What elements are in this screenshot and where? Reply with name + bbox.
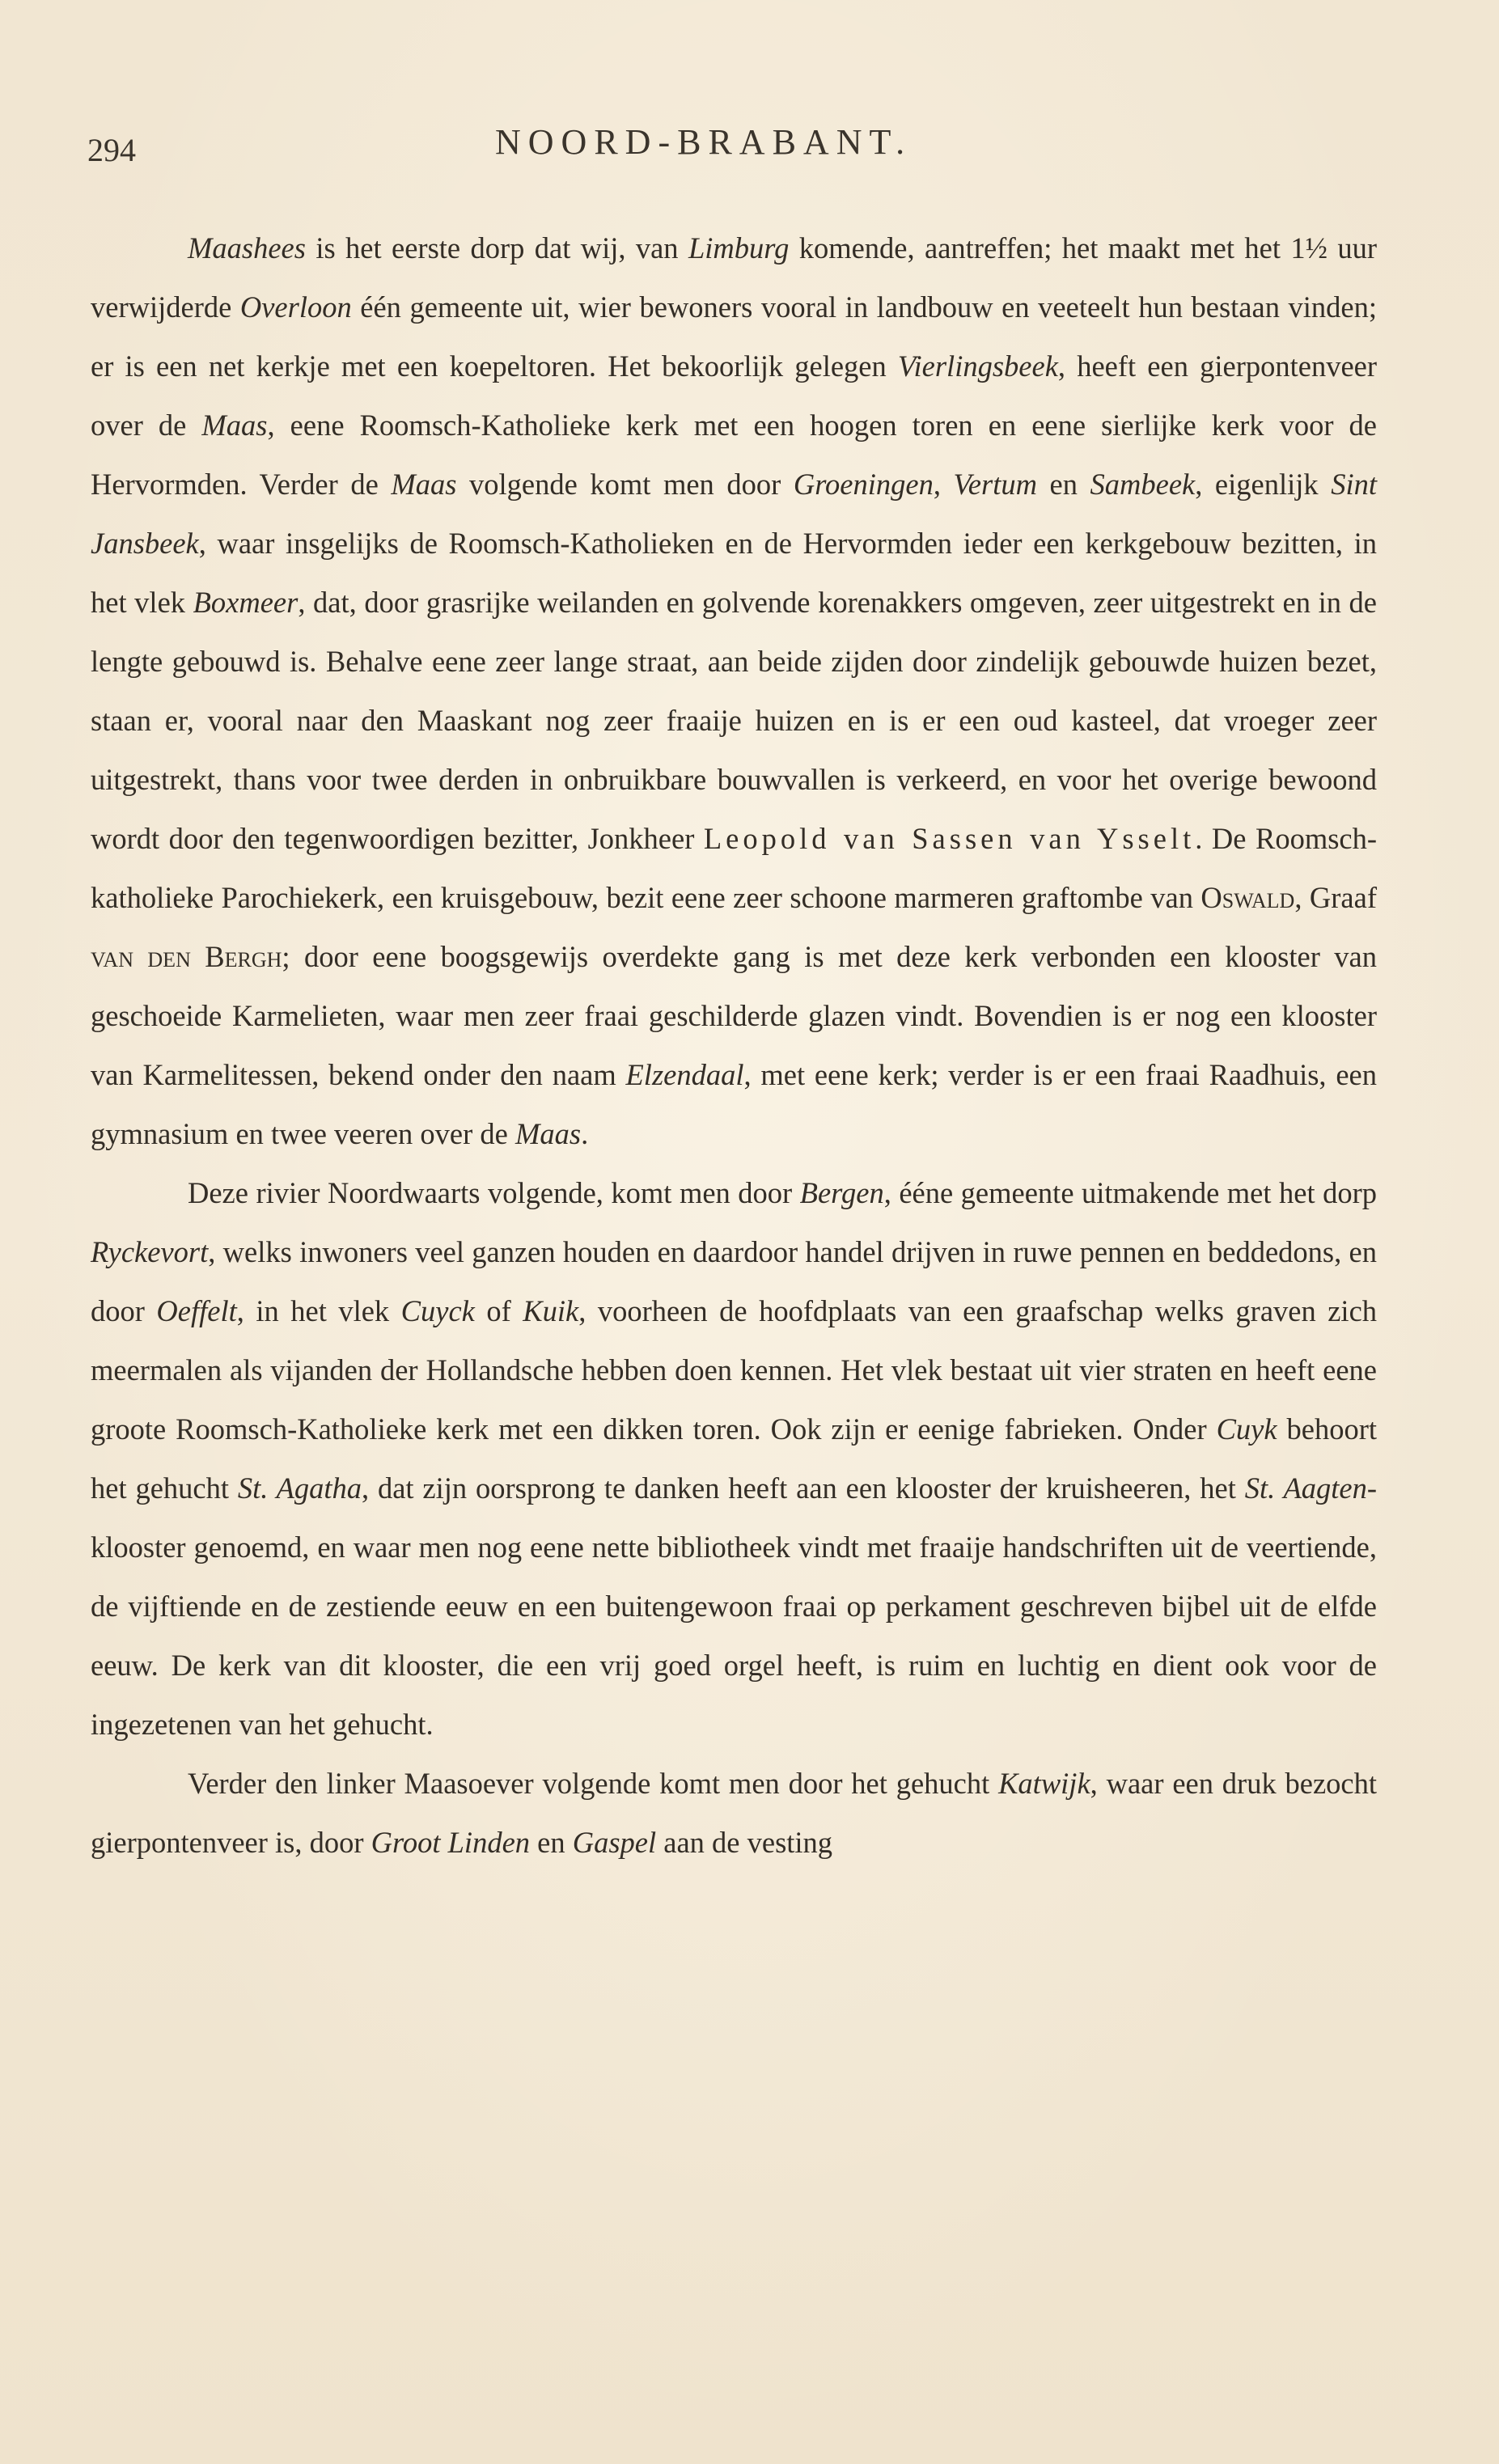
italic-name: Ryckevort — [91, 1235, 209, 1268]
text-run: volgende komt men door — [456, 468, 794, 501]
text-run: en — [1036, 468, 1090, 501]
italic-name: Elzendaal — [625, 1058, 744, 1091]
text-run: , ééne gemeente uitmakende met het dorp — [883, 1176, 1377, 1209]
italic-name: Kuik — [523, 1294, 579, 1327]
italic-name: St. Aagten — [1244, 1471, 1367, 1505]
italic-name: Groot Linden — [371, 1826, 531, 1859]
text-run: , welks inwoners veel ganzen houden en daardoor handel drijven in ruwe pennen en beddedons, en door — [91, 1235, 1377, 1327]
text-run: komende, aantreffen; het maakt met het 1½ uur verwijderde — [91, 231, 1377, 324]
text-run: of — [474, 1294, 523, 1327]
italic-name: Oeffelt — [156, 1294, 237, 1327]
italic-name: Boxmeer — [193, 586, 299, 619]
italic-name: Sint Jansbeek — [91, 468, 1378, 560]
text-run: , dat zijn oorsprong te danken heeft aan een klooster der kruisheeren, het — [362, 1471, 1245, 1505]
page-number: 294 — [87, 132, 136, 168]
italic-name: Bergen — [799, 1176, 884, 1209]
italic-name: Limburg — [688, 231, 790, 265]
text-run: Verder den linker Maasoever volgende komt men door het gehucht — [188, 1767, 999, 1800]
italic-name: St. Agatha — [237, 1471, 362, 1505]
text-run: . De Roomsch-katholieke Parochiekerk, een kruisgebouw, bezit eene zeer schoone marmeren graftombe van — [91, 822, 1378, 914]
paragraph-3 — [91, 1754, 1377, 1872]
text-run: , eigenlijk — [1195, 468, 1332, 501]
paragraph-1 — [91, 218, 1377, 1163]
italic-name: Maas — [201, 409, 268, 442]
text-run: , waar insgelijks de Roomsch-Katholieken en de Hervormden ieder een kerkgebouw bezitten, in het vlek — [91, 527, 1377, 619]
text-run: en — [530, 1826, 573, 1859]
body-text — [91, 218, 1377, 1872]
text-run: ; door eene boogsgewijs overdekte gang is met deze kerk verbonden een klooster van geschoeide Karmelieten, waar men zeer fraai geschilderde glazen vindt. Bovendien is er nog een klooster van Karmelitessen, bekend onder den naam — [91, 940, 1377, 1091]
text-run: één gemeente uit, wier bewoners vooral in landbouw en veeteelt hun bestaan vinden; er is een net kerkje met een koepeltoren. Het bekoorlijk gelegen — [91, 290, 1377, 383]
small-caps-name: van den Bergh — [91, 940, 282, 973]
italic-name: Maas — [391, 468, 457, 501]
text-run: . — [581, 1117, 589, 1150]
text-run: behoort het gehucht — [91, 1412, 1377, 1505]
text-run: , — [933, 468, 954, 501]
text-run: , waar een druk bezocht gierpontenveer is, door — [91, 1767, 1377, 1859]
text-run: is het eerste dorp dat wij, van — [305, 231, 688, 265]
text-run: -klooster genoemd, en waar men nog eene nette bibliotheek vindt met fraaije handschriften uit de veertiende, de vijftiende en de zestiende eeuw en een buitengewoon fraai op perkament geschreven bijbel uit de elfde eeuw. De kerk van dit klooster, die een vrij goed orgel heeft, is ruim en luchtig en dient ook voor de ingezetenen van het gehucht. — [91, 1471, 1377, 1741]
text-run: , Graaf — [1294, 881, 1377, 914]
small-caps-name: Oswald — [1200, 881, 1295, 914]
paragraph-2 — [91, 1163, 1377, 1754]
italic-name: Katwijk — [998, 1767, 1090, 1800]
italic-name: Vierlingsbeek — [897, 349, 1058, 383]
text-run: , met eene kerk; verder is er een fraai Raadhuis, een gymnasium en twee veeren over de — [91, 1058, 1377, 1150]
italic-name: Cuyk — [1216, 1412, 1277, 1446]
text-run: , heeft een gierpontenveer over de — [91, 349, 1378, 442]
italic-name: Gaspel — [572, 1826, 657, 1859]
italic-name: Groeningen — [793, 468, 934, 501]
running-title: NOORD-BRABANT. — [495, 122, 913, 162]
text-run: , in het vlek — [236, 1294, 401, 1327]
text-run: , voorheen de hoofdplaats van een graafschap welks graven zich meermalen als vijanden der Hollandsche hebben doen kennen. Het vlek bestaat uit vier straten en heeft eene groote Roomsch-Katholieke kerk met een dikken toren. Ook zijn er eenige fabrieken. Onder — [91, 1294, 1378, 1446]
italic-name: Cuyck — [400, 1294, 475, 1327]
italic-name: Overloon — [239, 290, 352, 324]
page-header — [87, 121, 1382, 178]
spaced-name: Leopold van Sassen van Ysselt — [703, 822, 1196, 855]
italic-name: Sambeek — [1090, 468, 1196, 501]
italic-name: Vertum — [953, 468, 1037, 501]
text-run: , eene Roomsch-Katholieke kerk met een hoogen toren en eene sierlijke kerk voor de Hervormden. Verder de — [91, 409, 1377, 501]
text-run: , dat, door grasrijke weilanden en golvende korenakkers omgeven, zeer uitgestrekt en in de lengte gebouwd is. Behalve eene zeer lange straat, aan beide zijden door zindelijk gebouwde huizen bezet, staan er, vooral naar den Maaskant nog zeer fraaije huizen en is er een oud kasteel, dat vroeger zeer uitgestrekt, thans voor twee derden in onbruikbare bouwvallen is verkeerd, en voor het overige bewoond wordt door den tegenwoordigen bezitter, Jonkheer — [91, 586, 1377, 855]
text-run: Deze rivier Noordwaarts volgende, komt men door — [188, 1176, 800, 1209]
italic-name: Maas — [515, 1117, 582, 1150]
italic-name: Maashees — [188, 231, 306, 265]
text-run: aan de vesting — [656, 1826, 833, 1859]
